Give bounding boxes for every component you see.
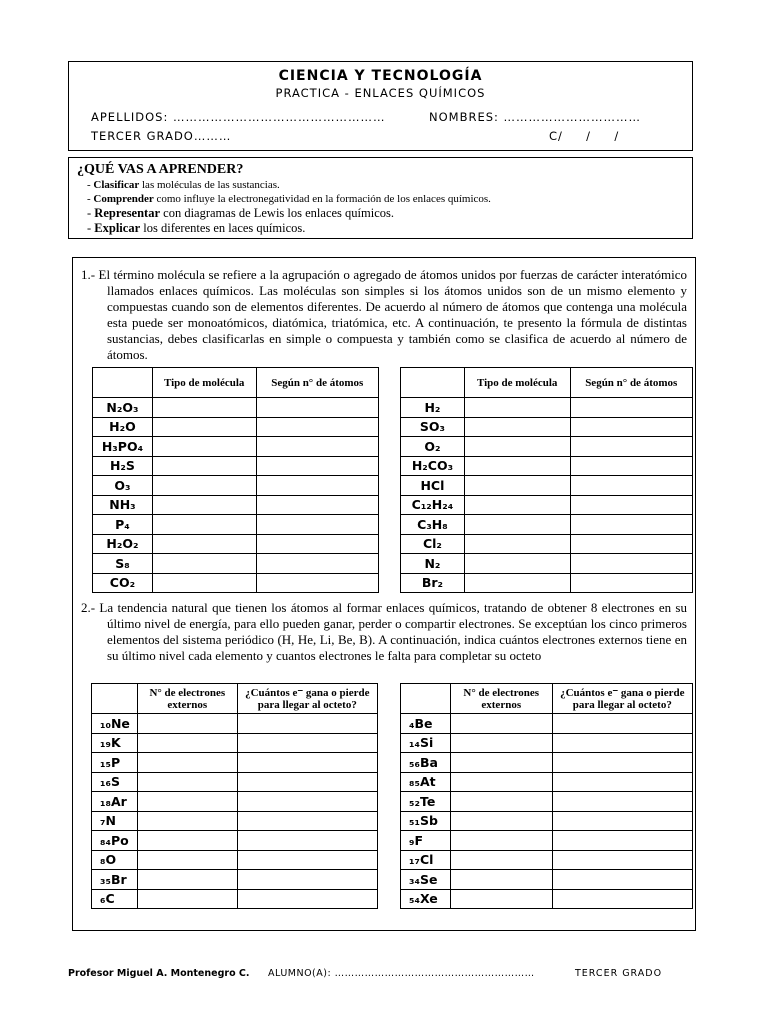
- question-2-text: 2.- La tendencia natural que tienen los átomos al formar enlaces químicos, tratando de obtener 8 electrones en su último nivel de energía, para ello pueden ganar, perder o compartir electrones. Se exceptúan los cinco primeros elementos del sistema periódico (H, He, Li, Be, B). A continuación, indica cuántos electrones externos tiene en su último nivel cada elemento y cuantos electrones le falta para completar su octeto: [81, 600, 687, 663]
- formula-cell: NH₃: [93, 495, 153, 515]
- answer-cell[interactable]: [237, 831, 377, 851]
- formula-cell: H₂O: [93, 417, 153, 437]
- answer-cell[interactable]: [152, 515, 256, 535]
- answer-cell[interactable]: [137, 772, 237, 792]
- answer-cell[interactable]: [464, 417, 570, 437]
- answer-cell[interactable]: [570, 534, 693, 554]
- answer-cell[interactable]: [256, 515, 378, 535]
- answer-cell[interactable]: [464, 476, 570, 496]
- formula-cell: C₁₂H₂₄: [401, 495, 465, 515]
- page-subtitle: PRACTICA - ENLACES QUÍMICOS: [275, 86, 486, 100]
- answer-cell[interactable]: [450, 772, 552, 792]
- answer-cell[interactable]: [570, 515, 693, 535]
- answer-cell[interactable]: [152, 437, 256, 457]
- answer-cell[interactable]: [152, 554, 256, 574]
- formula-cell: H₂: [401, 398, 465, 418]
- answer-cell[interactable]: [570, 476, 693, 496]
- formula-cell: ₅₆Ba: [401, 753, 451, 773]
- answer-cell[interactable]: [552, 714, 692, 734]
- answer-cell[interactable]: [137, 733, 237, 753]
- learning-goals-box: [68, 157, 693, 239]
- learning-goals-list: [77, 179, 684, 236]
- formula-cell: ₁₈Ar: [92, 792, 138, 812]
- formula-cell: O₂: [401, 437, 465, 457]
- formula-cell: ₈₅At: [401, 772, 451, 792]
- learning-goal-text: con diagramas de Lewis los enlaces químicos.: [160, 206, 394, 220]
- answer-cell[interactable]: [237, 753, 377, 773]
- formula-cell: O₃: [93, 476, 153, 496]
- answer-cell[interactable]: [552, 831, 692, 851]
- learning-goal-text: las moléculas de las sustancias.: [139, 179, 280, 191]
- answer-cell[interactable]: [137, 811, 237, 831]
- footer-alumno[interactable]: ALUMNO(A): ……………………………………………………: [268, 968, 535, 979]
- answer-cell[interactable]: [552, 850, 692, 870]
- table-row: [92, 811, 378, 831]
- answer-cell[interactable]: [450, 889, 552, 909]
- answer-cell[interactable]: [450, 850, 552, 870]
- answer-cell[interactable]: [570, 398, 693, 418]
- table-row: [92, 889, 378, 909]
- table-row: [401, 554, 693, 574]
- table-row: [401, 733, 693, 753]
- molecule-table-left: [92, 367, 379, 593]
- table-row: [401, 831, 693, 851]
- answer-cell[interactable]: [450, 714, 552, 734]
- learning-goal-item: [87, 179, 684, 193]
- question-1-text: 1.- El término molécula se refiere a la agrupación o agregado de átomos unidos por fuerzas de carácter interatómico llamados enlaces químicos. Las moléculas son simples si los átomos unidos son de un mismo elemento y compuestas cuando son de elementos diferentes. De acuerdo al número de átomos que contenga una molécula esta puede ser monoatómicos, diatómica, triatómica, etc. A continuación, te presento la fórmula de distintas sustancias, debes clasificarlas en simple o compuesta y también como se clasifica de acuerdo al número de átomos.: [81, 267, 687, 362]
- answer-cell[interactable]: [137, 850, 237, 870]
- formula-cell: ₅₄Xe: [401, 889, 451, 909]
- answer-cell[interactable]: [450, 831, 552, 851]
- grado-field: TERCER GRADO………: [91, 129, 232, 143]
- table-row: [93, 398, 379, 418]
- answer-cell[interactable]: [464, 437, 570, 457]
- answer-cell[interactable]: [570, 573, 693, 593]
- table-row: [93, 417, 379, 437]
- table-row: [401, 772, 693, 792]
- formula-cell: CO₂: [93, 573, 153, 593]
- answer-cell[interactable]: [450, 792, 552, 812]
- table-row: [92, 831, 378, 851]
- header-cell-empty: [92, 684, 138, 714]
- octet-table-left: [91, 683, 378, 909]
- answer-cell[interactable]: [137, 870, 237, 890]
- answer-cell[interactable]: [570, 495, 693, 515]
- answer-cell[interactable]: [256, 398, 378, 418]
- formula-cell: ₆C: [92, 889, 138, 909]
- answer-cell[interactable]: [137, 792, 237, 812]
- learning-goal-item: [87, 193, 684, 207]
- answer-cell[interactable]: [464, 456, 570, 476]
- answer-cell[interactable]: [152, 495, 256, 515]
- formula-cell: ₄Be: [401, 714, 451, 734]
- formula-cell: P₄: [93, 515, 153, 535]
- table-row: [93, 515, 379, 535]
- answer-cell[interactable]: [450, 753, 552, 773]
- answer-cell[interactable]: [256, 476, 378, 496]
- formula-cell: SO₃: [401, 417, 465, 437]
- table-row: [93, 476, 379, 496]
- formula-cell: ₁₉K: [92, 733, 138, 753]
- answer-cell[interactable]: [570, 554, 693, 574]
- answer-cell[interactable]: [256, 437, 378, 457]
- answer-cell[interactable]: [552, 870, 692, 890]
- learning-goal-verb: Comprender: [93, 192, 154, 205]
- table-row: [401, 714, 693, 734]
- table-row: [93, 534, 379, 554]
- formula-cell: HCl: [401, 476, 465, 496]
- octet-table-right: [400, 683, 693, 909]
- table-row: [93, 495, 379, 515]
- learning-goal-verb: Clasificar: [93, 179, 140, 191]
- answer-cell[interactable]: [464, 573, 570, 593]
- answer-cell[interactable]: [237, 714, 377, 734]
- page-title: CIENCIA Y TECNOLOGÍA: [278, 68, 483, 84]
- answer-cell[interactable]: [450, 870, 552, 890]
- answer-cell[interactable]: [464, 515, 570, 535]
- answer-cell[interactable]: [256, 456, 378, 476]
- answer-cell[interactable]: [137, 753, 237, 773]
- table-row: [93, 554, 379, 574]
- formula-cell: H₂S: [93, 456, 153, 476]
- table-header-row: [92, 684, 378, 714]
- column-header: N° de electrones externos: [137, 684, 237, 714]
- column-header: Según n° de átomos: [570, 368, 693, 398]
- answer-cell[interactable]: [137, 889, 237, 909]
- table-row: [401, 437, 693, 457]
- table-row: [401, 456, 693, 476]
- footer-profesor: Profesor Miguel A. Montenegro C.: [68, 968, 250, 979]
- formula-cell: ₈₄Po: [92, 831, 138, 851]
- answer-cell[interactable]: [152, 456, 256, 476]
- column-header: N° de electrones externos: [450, 684, 552, 714]
- answer-cell[interactable]: [256, 573, 378, 593]
- formula-cell: ₁₅P: [92, 753, 138, 773]
- date-field[interactable]: C/ / /: [549, 129, 620, 143]
- formula-cell: ₁₄Si: [401, 733, 451, 753]
- answer-cell[interactable]: [152, 573, 256, 593]
- answer-cell[interactable]: [256, 554, 378, 574]
- table-row: [401, 753, 693, 773]
- header-box: [68, 61, 693, 151]
- formula-cell: ₉F: [401, 831, 451, 851]
- table-header-row: [93, 368, 379, 398]
- molecule-table-right: [400, 367, 693, 593]
- table-header-row: [401, 368, 693, 398]
- formula-cell: H₂CO₃: [401, 456, 465, 476]
- answer-cell[interactable]: [152, 534, 256, 554]
- answer-cell[interactable]: [137, 831, 237, 851]
- formula-cell: C₃H₈: [401, 515, 465, 535]
- answer-cell[interactable]: [237, 811, 377, 831]
- learning-goal-text: los diferentes en laces químicos.: [140, 221, 306, 235]
- table-row: [401, 792, 693, 812]
- formula-cell: ₃₅Br: [92, 870, 138, 890]
- formula-cell: ₁₀Ne: [92, 714, 138, 734]
- answer-cell[interactable]: [237, 889, 377, 909]
- answer-cell[interactable]: [152, 398, 256, 418]
- table-row: [92, 772, 378, 792]
- answer-cell[interactable]: [450, 811, 552, 831]
- table-row: [92, 850, 378, 870]
- table-row: [401, 870, 693, 890]
- formula-cell: Cl₂: [401, 534, 465, 554]
- learning-goal-item: [87, 221, 684, 236]
- table-row: [92, 733, 378, 753]
- answer-cell[interactable]: [256, 417, 378, 437]
- table-row: [92, 870, 378, 890]
- answer-cell[interactable]: [237, 733, 377, 753]
- formula-cell: ₅₂Te: [401, 792, 451, 812]
- formula-cell: ₈O: [92, 850, 138, 870]
- learning-goal-verb: Representar: [94, 206, 161, 220]
- answer-cell[interactable]: [464, 534, 570, 554]
- answer-cell[interactable]: [464, 495, 570, 515]
- answer-cell[interactable]: [237, 792, 377, 812]
- table-row: [401, 889, 693, 909]
- answer-cell[interactable]: [552, 753, 692, 773]
- nombres-field[interactable]: NOMBRES: ……………………………: [429, 110, 642, 124]
- answer-cell[interactable]: [464, 398, 570, 418]
- header-cell-empty: [401, 368, 465, 398]
- exercise-box: [72, 257, 696, 931]
- table-row: [93, 437, 379, 457]
- column-header: Según n° de átomos: [256, 368, 378, 398]
- answer-cell[interactable]: [552, 792, 692, 812]
- answer-cell[interactable]: [152, 476, 256, 496]
- answer-cell[interactable]: [552, 772, 692, 792]
- answer-cell[interactable]: [237, 870, 377, 890]
- table-row: [401, 417, 693, 437]
- table-row: [401, 495, 693, 515]
- footer-grado: TERCER GRADO: [575, 968, 663, 979]
- table-row: [401, 398, 693, 418]
- answer-cell[interactable]: [570, 437, 693, 457]
- formula-cell: ₃₄Se: [401, 870, 451, 890]
- learning-goal-text: como influye la electronegatividad en la formación de los enlaces químicos.: [153, 192, 491, 205]
- answer-cell[interactable]: [570, 417, 693, 437]
- answer-cell[interactable]: [464, 554, 570, 574]
- formula-cell: N₂: [401, 554, 465, 574]
- formula-cell: ₁₇Cl: [401, 850, 451, 870]
- answer-cell[interactable]: [570, 456, 693, 476]
- formula-cell: Br₂: [401, 573, 465, 593]
- learning-goals-title: ¿QUÉ VAS A APRENDER?: [77, 162, 244, 177]
- answer-cell[interactable]: [152, 417, 256, 437]
- table-row: [92, 753, 378, 773]
- formula-cell: ₇N: [92, 811, 138, 831]
- answer-cell[interactable]: [552, 733, 692, 753]
- column-header: Tipo de molécula: [152, 368, 256, 398]
- column-header: ¿Cuántos e⁻ gana o pierde para llegar al octeto?: [552, 684, 692, 714]
- table-row: [401, 573, 693, 593]
- header-cell-empty: [93, 368, 153, 398]
- apellidos-field[interactable]: APELLIDOS: ……………………………………………: [91, 110, 386, 124]
- answer-cell[interactable]: [256, 534, 378, 554]
- column-header: ¿Cuántos e⁻ gana o pierde para llegar al octeto?: [237, 684, 377, 714]
- table-row: [401, 850, 693, 870]
- formula-cell: ₁₆S: [92, 772, 138, 792]
- formula-cell: H₂O₂: [93, 534, 153, 554]
- answer-cell[interactable]: [256, 495, 378, 515]
- table-header-row: [401, 684, 693, 714]
- formula-cell: ₅₁Sb: [401, 811, 451, 831]
- learning-goal-verb: Explicar: [94, 221, 141, 235]
- answer-cell[interactable]: [450, 733, 552, 753]
- answer-cell[interactable]: [552, 889, 692, 909]
- formula-cell: N₂O₃: [93, 398, 153, 418]
- table-row: [401, 476, 693, 496]
- formula-cell: S₈: [93, 554, 153, 574]
- header-cell-empty: [401, 684, 451, 714]
- formula-cell: H₃PO₄: [93, 437, 153, 457]
- table-row: [401, 515, 693, 535]
- answer-cell[interactable]: [237, 772, 377, 792]
- table-row: [401, 811, 693, 831]
- learning-goal-item: [87, 206, 684, 221]
- table-row: [93, 573, 379, 593]
- column-header: Tipo de molécula: [464, 368, 570, 398]
- answer-cell[interactable]: [137, 714, 237, 734]
- table-row: [92, 792, 378, 812]
- answer-cell[interactable]: [552, 811, 692, 831]
- answer-cell[interactable]: [237, 850, 377, 870]
- table-row: [401, 534, 693, 554]
- table-row: [92, 714, 378, 734]
- table-row: [93, 456, 379, 476]
